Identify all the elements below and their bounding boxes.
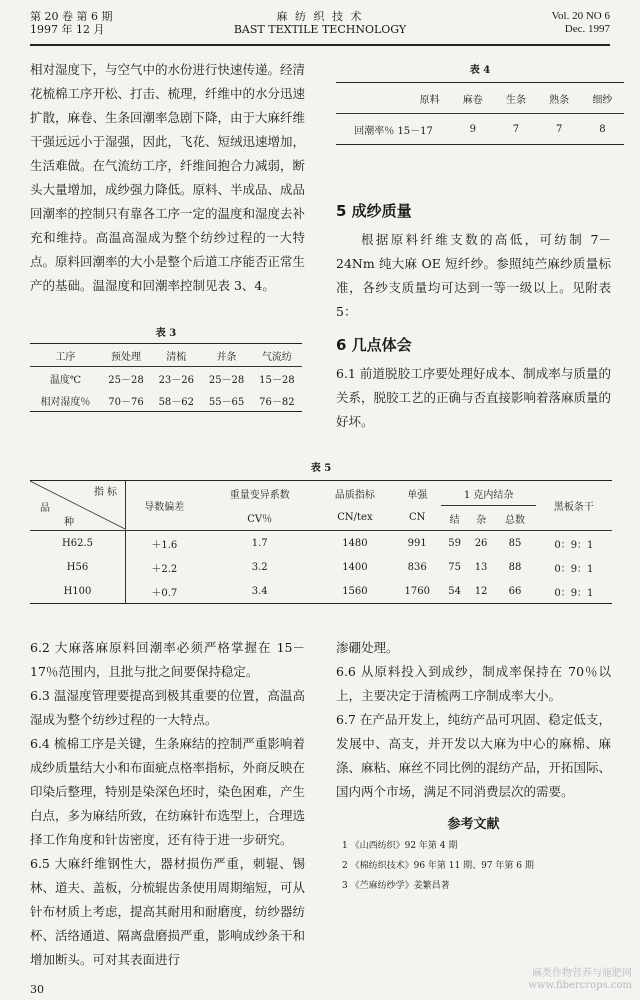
table-caption: 表 4 — [469, 65, 491, 76]
table-header-cell: 预处理 — [111, 351, 142, 363]
body-paragraph: 6.5 大麻纤维钢性大，器材损伤严重，刺辊、锡林、道夫、盖板，分梳辊齿条使用周期缩短，可从针布材质上考虑，提高其耐用和耐磨度，纺纱器纺杯、活络通道、隔离盘磨损严重，影响成纱条干和增加断头。可对其表面进行 — [30, 856, 306, 967]
body-paragraph: 渗硼处理。 — [336, 640, 399, 655]
table-caption: 表 3 — [155, 328, 177, 339]
body-paragraph: 6.3 温湿度管理要提高到极其重要的位置，高温高湿成为整个纺纱过程的一大特点。 — [30, 688, 305, 727]
header-volume: Vol. 20 NO 6 Dec. 1997 — [551, 10, 610, 35]
right-column-top — [336, 188, 611, 434]
table-caption: 表 5 — [310, 463, 332, 474]
watermark: 麻类作物营养与施肥网 www.fibercrops.com — [528, 968, 632, 991]
table-5: 表 5 指 标 品 种 导数偏差 重量变异系数 品质指标 单强 1 克内结杂 黑板条干 CV％ CN/tex CN 结 杂 总数 H62.5 ＋1.6 1.7 1480 991 59 26 85 0：9：1 H56 ＋2.2 3.2 1400 836 75 13 88 0：9：1 H100 ＋0.7 3.4 1560 1760 54 12 66 0：9：1 — [30, 462, 612, 604]
table-header-cell: 1 克内结杂 — [441, 481, 535, 506]
table-row: 温度℃ 25－28 23－26 25－28 15－28 — [30, 367, 302, 390]
table-row: 回潮率％ 15－17 9 7 7 8 — [336, 114, 624, 145]
table-header-cell: 黑板条干 — [553, 502, 594, 513]
reference-item: 3 《苎麻纺纱学》姜繁昌著 — [342, 881, 450, 891]
table-4 — [336, 64, 624, 145]
table-header-cell: 气流纺 — [261, 351, 292, 363]
table-header-cell: 熟条 — [549, 94, 570, 106]
reference-item: 2 《棉纺织技术》96 年第 11 期、97 年第 6 期 — [342, 861, 534, 871]
table-row: H100 ＋0.7 3.4 1560 1760 54 12 66 0：9：1 — [30, 579, 612, 604]
right-column-bottom — [336, 636, 611, 896]
header-journal: 麻 纺 织 技 术 BAST TEXTILE TECHNOLOGY — [233, 10, 407, 36]
table-header-cell: 细纱 — [592, 94, 613, 106]
body-paragraph: 根据原料纤维支数的高低，可纺制 7－24Nm 纯大麻 OE 短纤纱。参照纯苎麻纱质量标准，各纱支质量均可达到一等一级以上。见附表 5： — [336, 232, 611, 319]
table-header-cell: 单强 — [407, 489, 428, 501]
table-header-cell: 重量变异系数 — [229, 489, 290, 501]
left-column-bottom — [30, 636, 305, 972]
section-heading: 6 几点体会 — [336, 336, 412, 354]
table-header-cell: 并条 — [216, 351, 237, 363]
table-header-cell: 品质指标 — [334, 489, 375, 501]
table-header-cell: 生条 — [505, 94, 526, 106]
table-row: H62.5 ＋1.6 1.7 1480 991 59 26 85 0：9：1 — [30, 531, 612, 556]
table-header-cell: 导数偏差 — [144, 502, 185, 513]
diagonal-header-cell: 指 标 品 种 — [30, 481, 126, 531]
table-row: H56 ＋2.2 3.2 1400 836 75 13 88 0：9：1 — [30, 555, 612, 579]
page-number: 30 — [30, 983, 44, 996]
body-paragraph: 相对湿度下，与空气中的水份进行快速传递。经清花梳棉工序开松、打击、梳理，纤维中的水分迅速扩散，麻卷、生条回潮率急剧下降，由于大麻纤维干强远远小于湿强，因此，飞花、短绒迅速增加，生活难做。在气流纺工序，纤维间抱合力减弱，断头大量增加，成纱强力降低。原料、半成品、成品回潮率的控制只有靠各工序一定的温度和湿度去补充和维持。高温高湿成为整个纺纱过程的一大特点。原料回潮率的大小是整个后道工序能否正常生产的基础。温湿度和回潮率控制见表 3、4。 — [30, 62, 306, 293]
header-issue: 第 20 卷 第 6 期 1997 年 12 月 — [30, 10, 113, 36]
table-header-cell: 清梳 — [166, 351, 187, 363]
section-heading: 5 成纱质量 — [336, 202, 412, 220]
header-rule — [30, 44, 610, 46]
body-paragraph: 6.1 前道脱胶工序要处理好成本、制成率与质量的关系，脱胶工艺的正确与否直接影响着落麻质量的好坏。 — [336, 366, 612, 429]
body-paragraph: 6.2 大麻落麻原料回潮率必须严格掌握在 15－17％范围内，且批与批之间要保持稳定。 — [30, 640, 305, 679]
references-list — [336, 836, 611, 896]
table-header-cell: 原料 — [419, 94, 440, 106]
references-heading: 参考文献 — [447, 817, 500, 832]
table-3 — [30, 327, 302, 412]
body-paragraph: 6.6 从原料投入到成纱，制成率保持在 70％以上，主要决定于清梳两工序制成率大小。 — [336, 664, 611, 703]
body-paragraph: 6.4 梳棉工序是关键，生条麻结的控制严重影响着成纱质量结大小和布面疵点格率指标，外商反映在印染后整理，特别是染深色坯时，染色困难，产生白点，多为麻结所致，在纺麻针布选型上，合理选择工作角度和针齿密度，还有待于进一步研究。 — [30, 736, 306, 847]
table-header-cell: 麻卷 — [462, 94, 483, 106]
body-paragraph: 6.7 在产品开发上，纯纺产品可巩固、稳定低支，发展中、高支，并开发以大麻为中心的麻棉、麻涤、麻粘、麻丝不同比例的混纺产品，开拓国际、国内两个市场，满足不同消费层次的需要。 — [336, 712, 612, 799]
left-column-top — [30, 58, 305, 298]
reference-item: 1 《山西纺织》92 年第 4 期 — [342, 841, 458, 851]
table-header-cell: 工序 — [55, 351, 76, 363]
table-row: 相对湿度％ 70－76 58－62 55－65 76－82 — [30, 389, 302, 412]
